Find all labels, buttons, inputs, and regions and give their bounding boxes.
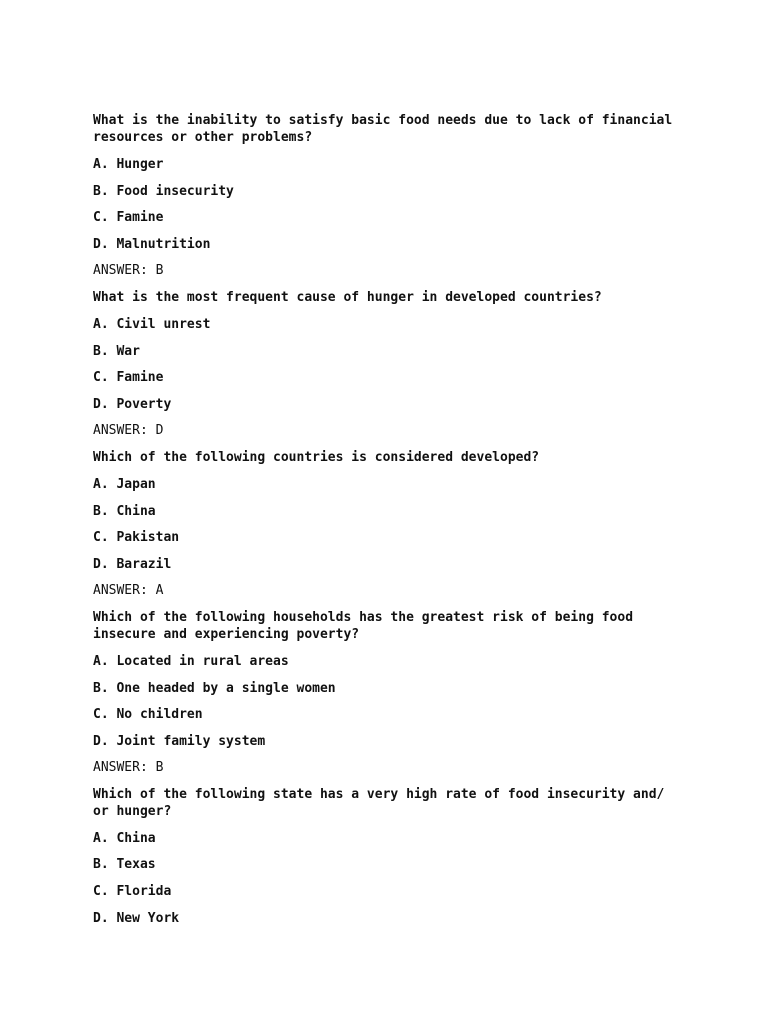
answer-option: B. Food insecurity [93, 183, 234, 199]
answer-option: A. Hunger [93, 157, 164, 172]
answer-key: ANSWER: A [93, 583, 164, 599]
question-text: What is the inability to satisfy basic food needs due to lack of financial resources or other problems? [93, 113, 673, 145]
answer-option: A. Civil unrest [93, 316, 211, 332]
answer-key: ANSWER: B [93, 760, 164, 776]
quiz-content [93, 112, 683, 936]
answer-option: B. War [93, 343, 140, 359]
answer-option: C. Florida [93, 884, 172, 900]
answer-option: C. No children [93, 707, 203, 723]
answer-key: ANSWER: D [93, 423, 164, 439]
answer-option: B. Texas [93, 857, 156, 873]
answer-option: B. One headed by a single women [93, 680, 336, 696]
question-text: Which of the following state has a very high rate of food insecurity and/ or hunger? [93, 786, 665, 819]
answer-option: C. Famine [93, 370, 164, 386]
answer-option: B. China [93, 503, 156, 519]
answer-option: A. Japan [93, 476, 156, 492]
answer-option: D. New York [93, 910, 180, 926]
answer-option: C. Famine [93, 210, 164, 226]
question-text: Which of the following countries is considered developed? [93, 449, 540, 465]
answer-option: D. Joint family system [93, 733, 266, 749]
answer-option: D. Barazil [93, 556, 172, 572]
answer-key: ANSWER: B [93, 263, 164, 279]
answer-option: A. Located in rural areas [93, 653, 289, 669]
question-text: Which of the following households has the greatest risk of being food insecure and experiencing poverty? [93, 609, 634, 642]
answer-option: A. China [93, 830, 156, 846]
answer-option: D. Poverty [93, 396, 172, 412]
question-text: What is the most frequent cause of hunger in developed countries? [93, 289, 602, 305]
answer-option: C. Pakistan [93, 530, 180, 546]
answer-option: D. Malnutrition [93, 236, 211, 252]
